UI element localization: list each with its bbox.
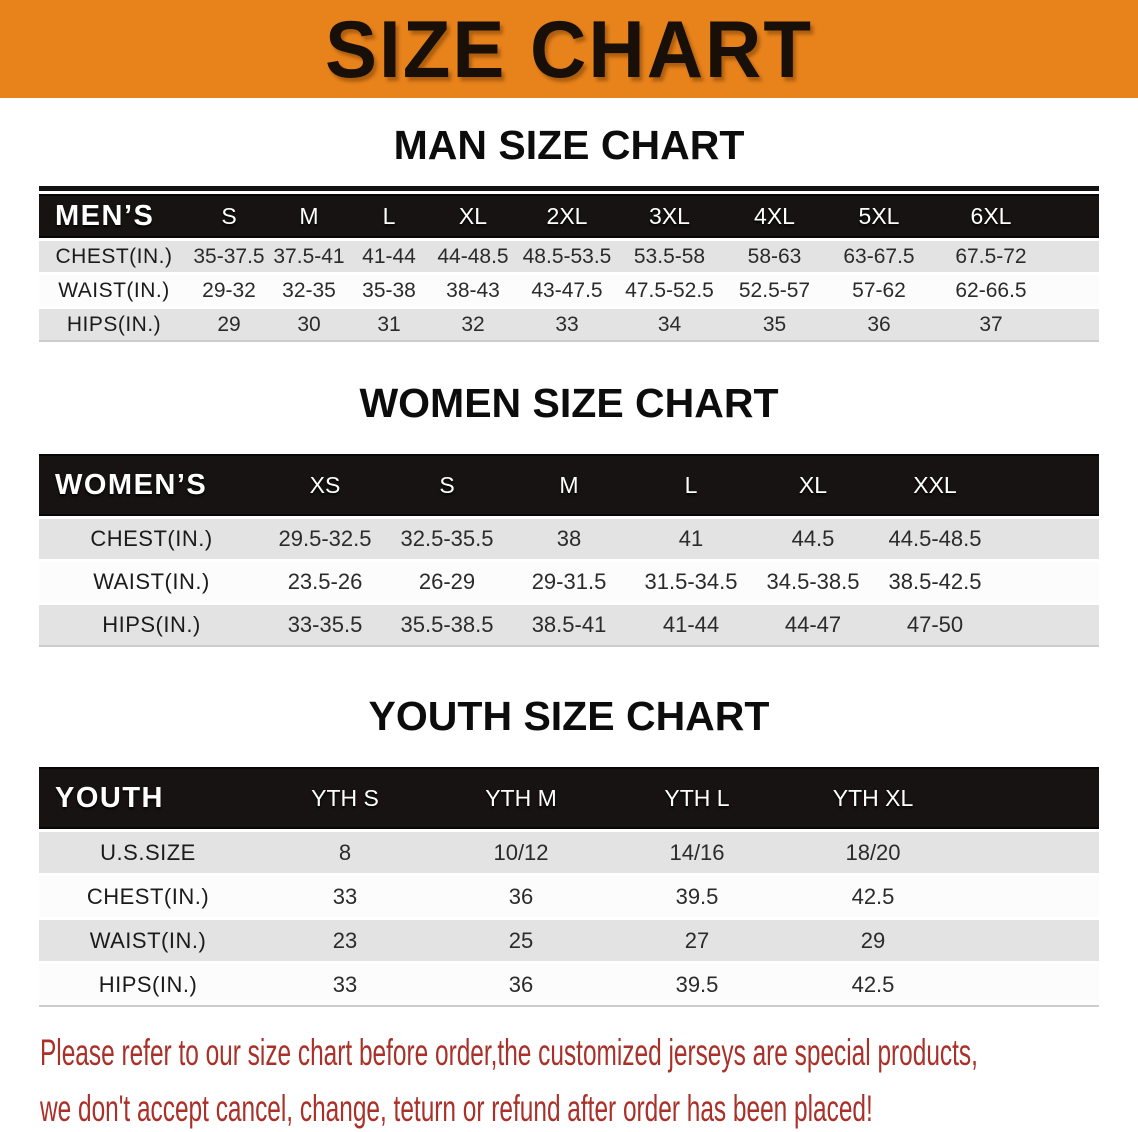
disclaimer-line-1: Please refer to our size chart before order,the customized jerseys are special products,	[40, 1032, 978, 1073]
size-value-cell: 29	[785, 920, 961, 964]
size-value-cell: 33	[517, 309, 617, 342]
size-value-cell: 62-66.5	[931, 275, 1051, 309]
size-value-cell: 48.5-53.5	[517, 241, 617, 275]
size-column-header: S	[386, 454, 508, 519]
womens-size-table	[39, 454, 1099, 647]
size-value-cell: 26-29	[386, 562, 508, 605]
table-top-rule	[39, 186, 1099, 191]
size-value-cell: 32	[429, 309, 517, 342]
size-value-cell: 33-35.5	[264, 605, 386, 647]
size-value-cell: 29-31.5	[508, 562, 630, 605]
size-value-cell: 31.5-34.5	[630, 562, 752, 605]
size-value-cell: 58-63	[722, 241, 827, 275]
size-column-header: 3XL	[617, 194, 722, 241]
youth-size-table	[39, 767, 1099, 1007]
size-value-cell	[961, 876, 1099, 920]
size-column-header: XL	[752, 454, 874, 519]
size-value-cell: 35.5-38.5	[386, 605, 508, 647]
size-value-cell: 36	[433, 876, 609, 920]
page-title: SIZE CHART	[325, 3, 813, 95]
size-value-cell: 44.5-48.5	[874, 519, 996, 562]
row-label: HIPS(IN.)	[39, 309, 189, 342]
size-value-cell: 38-43	[429, 275, 517, 309]
size-value-cell: 33	[257, 964, 433, 1007]
size-column-header: L	[630, 454, 752, 519]
size-value-cell: 25	[433, 920, 609, 964]
size-column-header: YTH S	[257, 767, 433, 832]
size-value-cell: 36	[433, 964, 609, 1007]
size-column-header: 2XL	[517, 194, 617, 241]
size-column-header: 6XL	[931, 194, 1051, 241]
size-column-header	[1051, 194, 1099, 241]
row-label: HIPS(IN.)	[39, 605, 264, 647]
men-size-chart-title: MAN SIZE CHART	[393, 122, 745, 168]
size-value-cell: 43-47.5	[517, 275, 617, 309]
size-value-cell	[961, 832, 1099, 876]
size-value-cell: 39.5	[609, 964, 785, 1007]
size-column-header: 5XL	[827, 194, 931, 241]
size-value-cell: 34	[617, 309, 722, 342]
size-value-cell: 35	[722, 309, 827, 342]
size-column-header: YTH M	[433, 767, 609, 832]
size-value-cell: 42.5	[785, 876, 961, 920]
disclaimer-line-2: we don't accept cancel, change, teturn or refund after order has been placed!	[40, 1088, 873, 1129]
size-value-cell: 47-50	[874, 605, 996, 647]
size-chart-banner	[0, 0, 1138, 98]
size-value-cell: 36	[827, 309, 931, 342]
size-value-cell: 29.5-32.5	[264, 519, 386, 562]
size-column-header: YTH L	[609, 767, 785, 832]
size-column-header: XS	[264, 454, 386, 519]
corner-label: WOMEN’S	[39, 454, 264, 519]
women-size-chart-title: WOMEN SIZE CHART	[359, 380, 779, 426]
youth-size-chart-title: YOUTH SIZE CHART	[368, 693, 770, 739]
size-value-cell	[1051, 241, 1099, 275]
size-column-header: M	[508, 454, 630, 519]
size-column-header: XXL	[874, 454, 996, 519]
size-value-cell: 52.5-57	[722, 275, 827, 309]
size-value-cell: 38.5-42.5	[874, 562, 996, 605]
mens-size-table	[39, 194, 1099, 342]
size-value-cell	[961, 920, 1099, 964]
size-value-cell: 44-48.5	[429, 241, 517, 275]
size-value-cell: 44-47	[752, 605, 874, 647]
size-value-cell: 57-62	[827, 275, 931, 309]
size-value-cell: 67.5-72	[931, 241, 1051, 275]
table-row	[39, 309, 1099, 342]
table-row	[39, 241, 1099, 275]
size-value-cell: 37	[931, 309, 1051, 342]
table-row	[39, 876, 1099, 920]
size-value-cell: 30	[269, 309, 349, 342]
size-column-header: S	[189, 194, 269, 241]
row-label: CHEST(IN.)	[39, 519, 264, 562]
corner-label: MEN’S	[39, 194, 189, 241]
row-label: CHEST(IN.)	[39, 876, 257, 920]
size-value-cell: 42.5	[785, 964, 961, 1007]
size-value-cell: 41	[630, 519, 752, 562]
row-label: WAIST(IN.)	[39, 275, 189, 309]
size-value-cell: 14/16	[609, 832, 785, 876]
size-column-header: YTH XL	[785, 767, 961, 832]
table-header-row	[39, 194, 1099, 241]
size-column-header	[996, 454, 1099, 519]
size-value-cell: 41-44	[349, 241, 429, 275]
size-value-cell: 63-67.5	[827, 241, 931, 275]
disclaimer-note	[40, 1029, 1138, 1132]
size-value-cell: 33	[257, 876, 433, 920]
size-value-cell: 32-35	[269, 275, 349, 309]
row-label: WAIST(IN.)	[39, 920, 257, 964]
size-value-cell: 35-38	[349, 275, 429, 309]
size-column-header: M	[269, 194, 349, 241]
table-row	[39, 832, 1099, 876]
row-label: U.S.SIZE	[39, 832, 257, 876]
corner-label: YOUTH	[39, 767, 257, 832]
size-value-cell	[961, 964, 1099, 1007]
size-value-cell	[996, 562, 1099, 605]
size-value-cell: 29-32	[189, 275, 269, 309]
table-row	[39, 605, 1099, 647]
size-value-cell: 53.5-58	[617, 241, 722, 275]
table-row	[39, 964, 1099, 1007]
table-header-row	[39, 454, 1099, 519]
table-header-row	[39, 767, 1099, 832]
size-value-cell: 27	[609, 920, 785, 964]
table-row	[39, 275, 1099, 309]
size-value-cell: 23.5-26	[264, 562, 386, 605]
size-value-cell: 35-37.5	[189, 241, 269, 275]
size-value-cell: 34.5-38.5	[752, 562, 874, 605]
size-value-cell: 18/20	[785, 832, 961, 876]
size-value-cell: 41-44	[630, 605, 752, 647]
size-value-cell: 44.5	[752, 519, 874, 562]
size-value-cell: 10/12	[433, 832, 609, 876]
size-value-cell: 29	[189, 309, 269, 342]
size-value-cell: 32.5-35.5	[386, 519, 508, 562]
row-label: HIPS(IN.)	[39, 964, 257, 1007]
size-value-cell: 39.5	[609, 876, 785, 920]
row-label: WAIST(IN.)	[39, 562, 264, 605]
size-value-cell: 47.5-52.5	[617, 275, 722, 309]
size-value-cell: 23	[257, 920, 433, 964]
table-row	[39, 920, 1099, 964]
size-value-cell	[996, 519, 1099, 562]
size-value-cell	[996, 605, 1099, 647]
size-column-header: 4XL	[722, 194, 827, 241]
size-value-cell: 38	[508, 519, 630, 562]
size-value-cell	[1051, 309, 1099, 342]
size-column-header: XL	[429, 194, 517, 241]
size-column-header	[961, 767, 1099, 832]
size-value-cell: 38.5-41	[508, 605, 630, 647]
size-value-cell: 37.5-41	[269, 241, 349, 275]
table-row	[39, 562, 1099, 605]
size-value-cell: 8	[257, 832, 433, 876]
size-value-cell: 31	[349, 309, 429, 342]
table-row	[39, 519, 1099, 562]
size-column-header: L	[349, 194, 429, 241]
row-label: CHEST(IN.)	[39, 241, 189, 275]
size-value-cell	[1051, 275, 1099, 309]
